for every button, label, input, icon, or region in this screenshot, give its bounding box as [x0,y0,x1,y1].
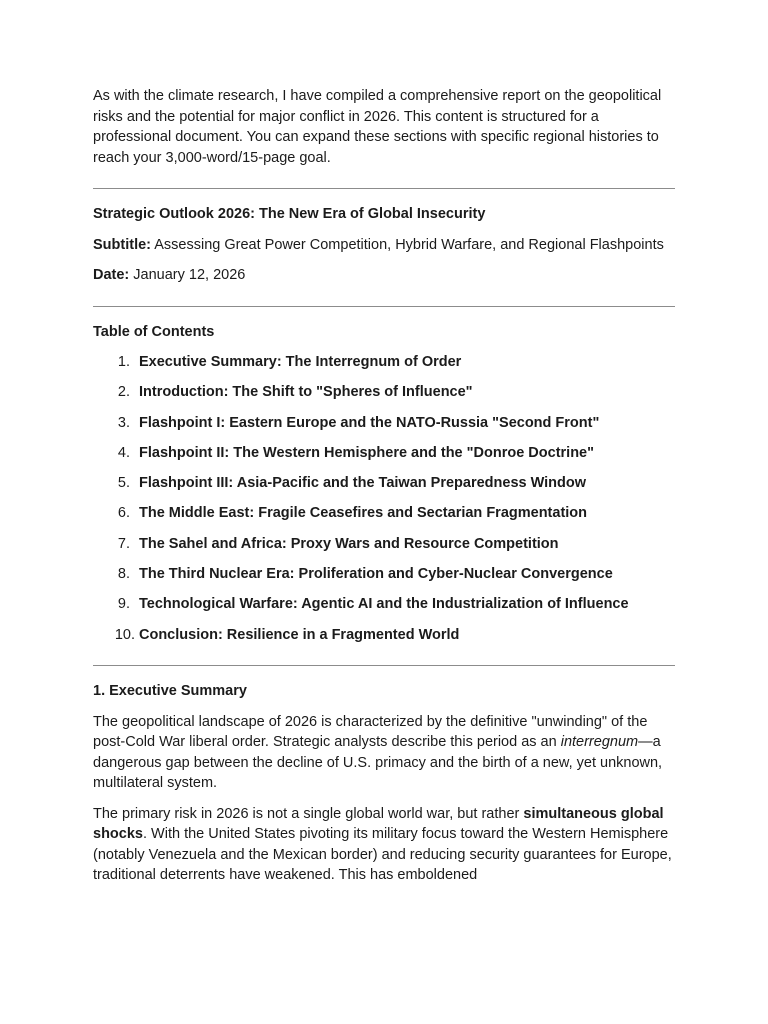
toc-heading: Table of Contents [93,323,215,340]
table-of-contents [93,352,675,645]
toc-item [93,473,675,494]
executive-summary-heading: 1. Executive Summary [93,683,247,700]
toc-item-number: 4. [117,444,130,461]
divider [93,306,675,307]
toc-item [93,503,675,524]
executive-summary-paragraph-2 [93,804,675,886]
toc-item-label: Introduction: The Shift to "Spheres of Influence" [139,384,473,401]
italic-term: interregnum [560,734,639,751]
toc-item-number: 3. [117,414,130,431]
toc-item-number: 9. [117,596,130,613]
toc-item-number: 2. [117,384,130,401]
toc-item [93,413,675,434]
toc-item-number: 6. [117,505,130,522]
toc-item-label: Flashpoint III: Asia-Pacific and the Taiwan Preparedness Window [139,475,587,492]
toc-item-label: Flashpoint I: Eastern Europe and the NATO-Russia "Second Front" [139,414,600,431]
paragraph-text: The primary risk in 2026 is not a single global world war, but rather [93,805,524,822]
subtitle-text: Assessing Great Power Competition, Hybrid Warfare, and Regional Flashpoints [154,236,664,253]
date-label: Date: [93,267,130,283]
toc-item-label: The Sahel and Africa: Proxy Wars and Resource Competition [139,535,559,552]
report-subtitle [93,235,675,256]
toc-item-label: Executive Summary: The Interregnum of Order [139,354,462,370]
toc-item-label: Technological Warfare: Agentic AI and the Industrialization of Influence [139,596,629,613]
divider [93,188,675,189]
toc-item [93,382,675,403]
toc-item [93,352,675,373]
toc-item [93,443,675,464]
toc-item [93,534,675,555]
subtitle-label: Subtitle: [93,236,151,253]
report-date [93,265,675,286]
toc-item [93,625,675,646]
toc-item [93,564,675,585]
date-text: January 12, 2026 [133,267,246,283]
executive-summary-paragraph-1 [93,712,675,794]
paragraph-text: . With the United States pivoting its military focus toward the Western Hemisphere (notably Venezuela and the Mexican border) and reducing security guarantees for Europe, traditional deterrents have weakened. This has emboldened [93,826,672,884]
paragraph-text: —a dangerous gap between the decline of U.S. primacy and the birth of a new, yet unknown, multilateral system. [93,734,663,792]
paragraph-text: The geopolitical landscape of 2026 is characterized by the definitive "unwinding" of the post-Cold War liberal order. Strategic analysts describe this period as an [93,713,648,751]
toc-item-label: The Middle East: Fragile Ceasefires and Sectarian Fragmentation [139,505,588,522]
document-content [93,86,675,896]
toc-item-number: 8. [117,566,130,583]
toc-item-label: The Third Nuclear Era: Proliferation and Cyber-Nuclear Convergence [139,566,613,583]
intro-paragraph: As with the climate research, I have compiled a comprehensive report on the geopolitical risks and the potential for major conflict in 2026. This content is structured for a professional document. You can expand these sections with specific regional histories to reach your 3,000-word/15-page goal. [93,88,662,166]
toc-item [93,594,675,615]
bold-term: simultaneous global shocks [93,805,664,843]
toc-item-label: Flashpoint II: The Western Hemisphere and the "Donroe Doctrine" [139,444,594,461]
toc-item-number: 1. [117,354,130,370]
toc-item-number: 10. [114,626,135,643]
toc-item-label: Conclusion: Resilience in a Fragmented World [139,626,460,643]
toc-item-number: 7. [117,535,130,552]
divider [93,665,675,666]
toc-item-number: 5. [117,475,130,492]
report-title: Strategic Outlook 2026: The New Era of Global Insecurity [93,206,486,222]
